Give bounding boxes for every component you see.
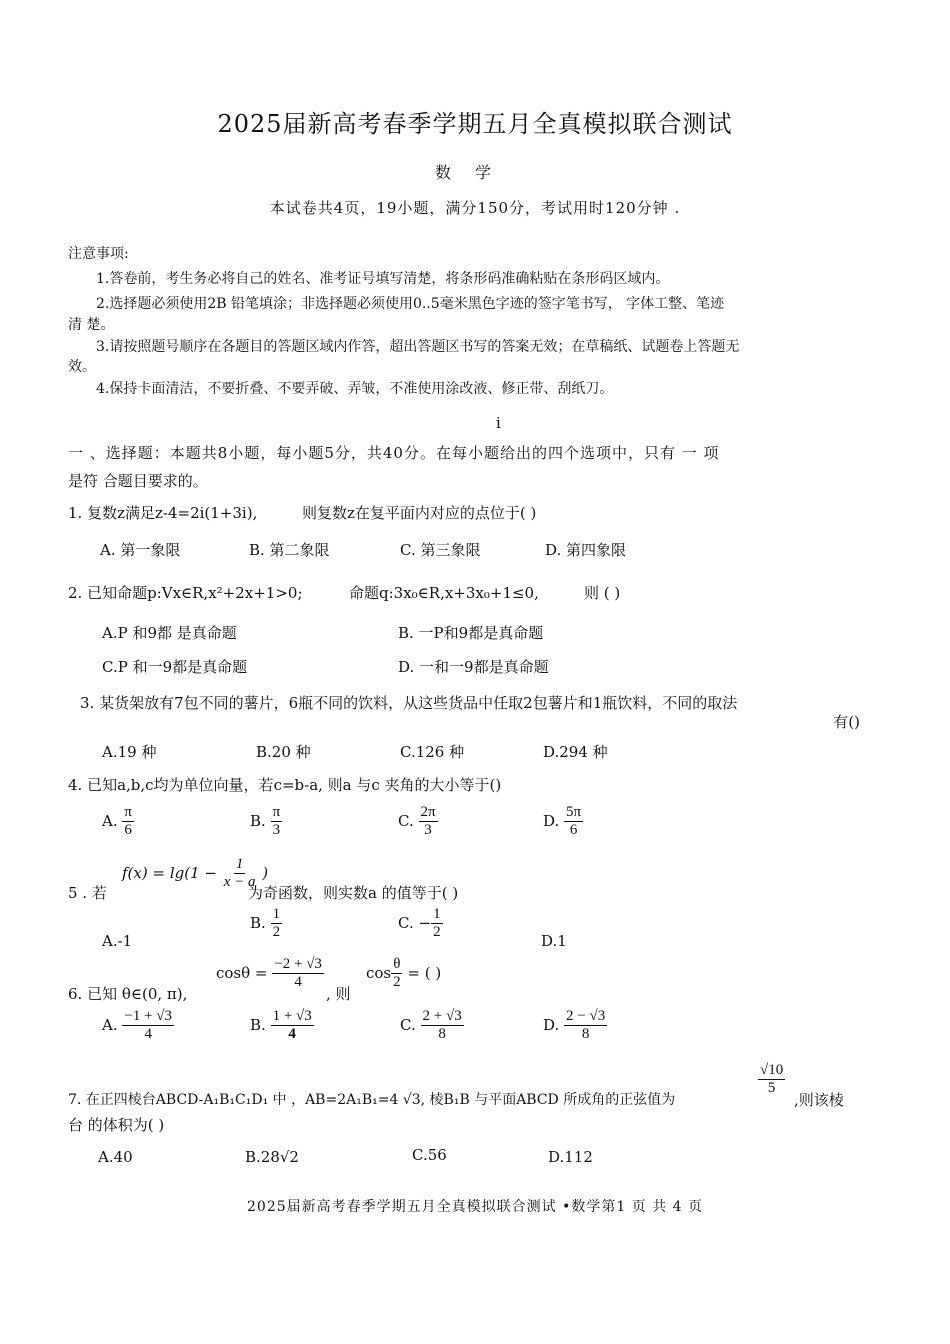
notice-item-2-cont: 清 楚。 <box>68 317 115 333</box>
q7-stem-tail: ,则该棱 <box>794 1091 844 1109</box>
q4-option-d-label: D. <box>543 811 560 830</box>
q5-frac-num: 1 <box>234 856 246 874</box>
section-1-heading-cont: 是符 合题目要求的。 <box>68 472 208 490</box>
q3-option-d: D.294 种 <box>543 743 608 761</box>
exam-info: 本试卷共4页，19小题，满分150分，考试用时120分钟 . <box>269 199 681 217</box>
q6-cos-expression <box>216 956 324 992</box>
q5-option-c <box>398 906 443 942</box>
q6-tail: = ( ) <box>407 963 442 982</box>
q6-option-d <box>543 1008 607 1044</box>
q7-frac-den: 5 <box>767 1080 776 1097</box>
q4-stem: 4. 已知a,b,c均为单位向量，若c=b-a, 则a 与c 夹角的大小等于() <box>68 776 502 794</box>
q6-option-a-fraction <box>122 1008 174 1044</box>
exam-title: 2025届新高考春季学期五月全真模拟联合测试 <box>217 110 733 138</box>
section-1-heading: 一 、选择题：本题共8小题，每小题5分，共40分。在每小题给出的四个选项中，只有 一 项 <box>68 444 720 462</box>
q5-option-b-num: 1 <box>271 906 283 924</box>
notice-item-1: 1.答卷前，考生务必将自己的姓名、准考证号填写清楚，将条形码准确粘贴在条形码区域内。 <box>96 271 670 287</box>
q5-function-lhs: f(x) = lg(1 − <box>122 863 217 882</box>
q3-stem-cont: 有() <box>833 713 860 731</box>
q5-option-b-label: B. <box>250 913 266 932</box>
q6-option-b-label: B. <box>250 1015 266 1034</box>
q6-half-lhs: cos <box>366 963 392 982</box>
page-footer: 2025届新高考春季学期五月全真模拟联合测试 •数学第1 页 共 4 页 <box>247 1199 703 1215</box>
q6-option-b-num: 1 + √3 <box>271 1008 314 1026</box>
q4-option-c-den: 3 <box>424 822 432 839</box>
q6-option-c-label: C. <box>400 1015 416 1034</box>
q4-option-d-den: 6 <box>569 822 578 839</box>
q2-stem-q: 命题q:3x₀∈R,x+3x₀+1≤0, <box>349 584 539 602</box>
q5-option-b-fraction <box>271 906 283 942</box>
q4-option-b-den: 3 <box>272 822 281 839</box>
q6-option-b-fraction <box>271 1008 314 1044</box>
q5-option-b-den: 2 <box>272 924 281 941</box>
q5-function-close: ) <box>262 863 269 882</box>
q5-function <box>122 856 268 892</box>
q6-half-den: 2 <box>393 974 401 991</box>
q2-stem-p: 2. 已知命题p:Vx∈R,x²+2x+1>0; <box>68 584 303 602</box>
notice-heading: 注意事项: <box>68 246 129 262</box>
q7-option-b: B.28√2 <box>245 1148 299 1166</box>
q6-cos-fraction <box>272 956 324 992</box>
q7-stem-cont: 台 的体积为( ) <box>68 1116 165 1134</box>
q6-option-a <box>102 1008 174 1044</box>
notice-item-3-cont: 效。 <box>68 359 96 375</box>
q4-option-b-label: B. <box>250 811 266 830</box>
q3-stem: 3. 某货架放有7包不同的薯片，6瓶不同的饮料，从这些货品中任取2包薯片和1瓶饮料，不同的取法 <box>80 694 738 712</box>
q1-option-a: A. 第一象限 <box>100 541 181 559</box>
q7-option-d: D.112 <box>548 1148 593 1166</box>
q5-option-b <box>250 906 282 942</box>
q6-option-d-den: 8 <box>581 1026 590 1043</box>
q5-option-d: D.1 <box>541 932 567 950</box>
q5-option-c-num: 1 <box>431 906 443 924</box>
q4-option-c-num: 2π <box>419 804 438 822</box>
q4-option-d <box>543 804 583 840</box>
q6-half-num: θ <box>391 956 402 974</box>
q6-option-d-label: D. <box>543 1015 560 1034</box>
q2-option-c: C.P 和一9都是真命题 <box>102 658 248 676</box>
q5-option-a: A.-1 <box>102 932 133 950</box>
q6-option-c <box>400 1008 464 1044</box>
q6-option-b-den: 4 <box>288 1026 296 1043</box>
q2-option-d: D. 一和一9都是真命题 <box>398 658 549 676</box>
notice-item-2: 2.选择题必须使用2B 铅笔填涂；非选择题必须使用0..5毫米黑色字迹的签字笔书写， 字体工整、笔迹 <box>96 296 725 312</box>
q5-label: 5 . 若 <box>68 884 107 902</box>
q3-option-c: C.126 种 <box>400 743 465 761</box>
q6-option-a-label: A. <box>102 1015 118 1034</box>
q3-option-b: B.20 种 <box>256 743 311 761</box>
q4-option-c <box>398 804 438 840</box>
q5-frac-den: x − a <box>223 874 256 891</box>
q4-option-a <box>102 804 134 840</box>
q5-option-c-den: 2 <box>433 924 441 941</box>
q4-option-c-fraction <box>419 804 438 840</box>
q5-option-c-fraction <box>431 906 443 942</box>
q6-cos-den: 4 <box>294 974 302 991</box>
q1-option-b: B. 第二象限 <box>249 541 330 559</box>
q7-option-a: A.40 <box>98 1148 133 1166</box>
q4-option-d-num: 5π <box>564 804 583 822</box>
q6-option-a-num: −1 + √3 <box>122 1008 174 1026</box>
q6-option-d-fraction <box>564 1008 607 1044</box>
q7-option-c: C.56 <box>412 1146 447 1164</box>
q2-option-a: A.P 和9都 是真命题 <box>102 624 237 642</box>
q4-option-b <box>250 804 282 840</box>
q5-option-c-label: C. <box>398 913 414 932</box>
q1-stem-question: 则复数z在复平面内对应的点位于( ) <box>302 504 537 522</box>
q6-half-expression <box>366 956 441 992</box>
q6-option-c-den: 8 <box>438 1026 446 1043</box>
q4-option-b-fraction <box>271 804 283 840</box>
q2-stem-tail: 则 ( ) <box>584 584 621 602</box>
exam-subject: 数学 <box>434 163 515 182</box>
q4-option-a-fraction <box>122 804 134 840</box>
q6-option-c-fraction <box>421 1008 464 1044</box>
q7-stem: 7. 在正四棱台ABCD-A₁B₁C₁D₁ 中 ，AB=2A₁B₁=4 √3, 棱B₁B 与平面ABCD 所成角的正弦值为 <box>68 1092 676 1108</box>
q6-cos-lhs: cosθ = <box>216 963 268 982</box>
q3-option-a: A.19 种 <box>102 743 157 761</box>
q4-option-a-label: A. <box>102 811 118 830</box>
q6-then: , 则 <box>326 985 351 1003</box>
q6-label: 6. 已知 θ∈(0, π), <box>68 985 188 1003</box>
q4-option-c-label: C. <box>398 811 414 830</box>
q4-option-b-num: π <box>271 804 283 822</box>
q4-option-a-den: 6 <box>124 822 132 839</box>
notice-item-3: 3.请按照题号顺序在各题目的答题区域内作答，超出答题区书写的答案无效；在草稿纸、试题卷上答题无 <box>96 339 740 355</box>
q6-half-fraction <box>391 956 403 992</box>
q6-cos-num: −2 + √3 <box>272 956 324 974</box>
q2-option-b: B. 一P和9都是真命题 <box>398 624 544 642</box>
q6-option-d-num: 2 − √3 <box>564 1008 607 1026</box>
q7-fraction <box>758 1062 785 1098</box>
q7-sine-fraction <box>758 1062 785 1098</box>
q6-option-a-den: 4 <box>144 1026 152 1043</box>
q7-frac-num: √10 <box>758 1062 785 1080</box>
q4-option-a-num: π <box>122 804 134 822</box>
q5-option-c-sign: − <box>418 913 432 932</box>
q5-stem-rest: 为奇函数，则实数a 的值等于( ) <box>248 884 459 902</box>
stray-mark: i <box>496 414 501 432</box>
q4-option-d-fraction <box>564 804 583 840</box>
q1-option-d: D. 第四象限 <box>545 541 627 559</box>
notice-item-4: 4.保持卡面清洁，不要折叠、不要弄破、弄皱，不准使用涂改液、修正带、刮纸刀。 <box>96 381 614 397</box>
q6-option-b <box>250 1008 314 1044</box>
q6-option-c-num: 2 + √3 <box>421 1008 464 1026</box>
q1-option-c: C. 第三象限 <box>400 541 481 559</box>
q1-stem: 1. 复数z满足z-4=2i(1+3i), <box>68 504 258 522</box>
